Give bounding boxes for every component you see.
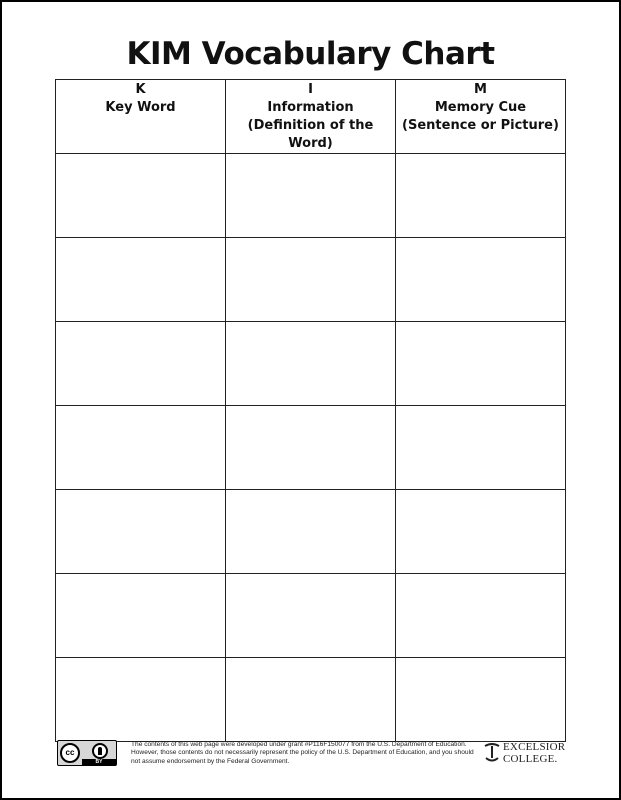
- cell-i[interactable]: [226, 406, 396, 490]
- column-title: Key Word: [105, 100, 176, 115]
- table-row: [56, 406, 566, 490]
- column-header-i: [226, 80, 396, 154]
- cell-k[interactable]: [56, 490, 226, 574]
- table-row: [56, 658, 566, 742]
- cell-m[interactable]: [396, 406, 566, 490]
- lamp-icon: [483, 742, 501, 764]
- cell-m[interactable]: [396, 322, 566, 406]
- table-row: [56, 322, 566, 406]
- table-row: [56, 490, 566, 574]
- by-label: BY: [82, 759, 116, 765]
- column-title: Information: [267, 100, 354, 115]
- cell-k[interactable]: [56, 574, 226, 658]
- page-title: KIM Vocabulary Chart: [126, 36, 495, 72]
- column-subtitle: (Sentence or Picture): [402, 118, 559, 133]
- cell-i[interactable]: [226, 238, 396, 322]
- attribution-person-icon: [92, 743, 108, 759]
- footer: [57, 737, 565, 771]
- column-letter: M: [474, 82, 487, 97]
- column-letter: K: [135, 82, 146, 97]
- cell-m[interactable]: [396, 238, 566, 322]
- column-title: Memory Cue: [434, 100, 527, 115]
- cc-by-icon[interactable]: [57, 740, 117, 766]
- cell-k[interactable]: [56, 154, 226, 238]
- logo-line-1: EXCELSIOR: [503, 741, 566, 753]
- column-header-k: [56, 80, 226, 154]
- cell-i[interactable]: [226, 490, 396, 574]
- cell-m[interactable]: [396, 658, 566, 742]
- excelsior-college-logo[interactable]: [483, 740, 565, 768]
- cell-i[interactable]: [226, 658, 396, 742]
- cell-i[interactable]: [226, 154, 396, 238]
- cell-m[interactable]: [396, 574, 566, 658]
- cell-i[interactable]: [226, 322, 396, 406]
- column-subtitle: (Definition of the Word): [247, 118, 374, 151]
- vocabulary-table: [55, 79, 566, 742]
- cell-m[interactable]: [396, 154, 566, 238]
- table-row: [56, 238, 566, 322]
- cell-k[interactable]: [56, 406, 226, 490]
- creative-commons-icon: cc: [60, 743, 80, 763]
- grant-disclaimer: The contents of this web page were developed under grant #P116F150077 from the U.S. Department of Education. However, those contents do not necessarily represent the policy of the U.S. Department of Education, and you should not assume endorsement by the Federal Government.: [131, 741, 474, 765]
- column-letter: I: [308, 82, 313, 97]
- table-row: [56, 154, 566, 238]
- column-header-m: [396, 80, 566, 154]
- cell-k[interactable]: [56, 238, 226, 322]
- cell-k[interactable]: [56, 658, 226, 742]
- logo-line-2: COLLEGE.: [503, 753, 558, 765]
- cell-m[interactable]: [396, 490, 566, 574]
- header-row: [56, 80, 566, 154]
- cell-k[interactable]: [56, 322, 226, 406]
- table-row: [56, 574, 566, 658]
- cell-i[interactable]: [226, 574, 396, 658]
